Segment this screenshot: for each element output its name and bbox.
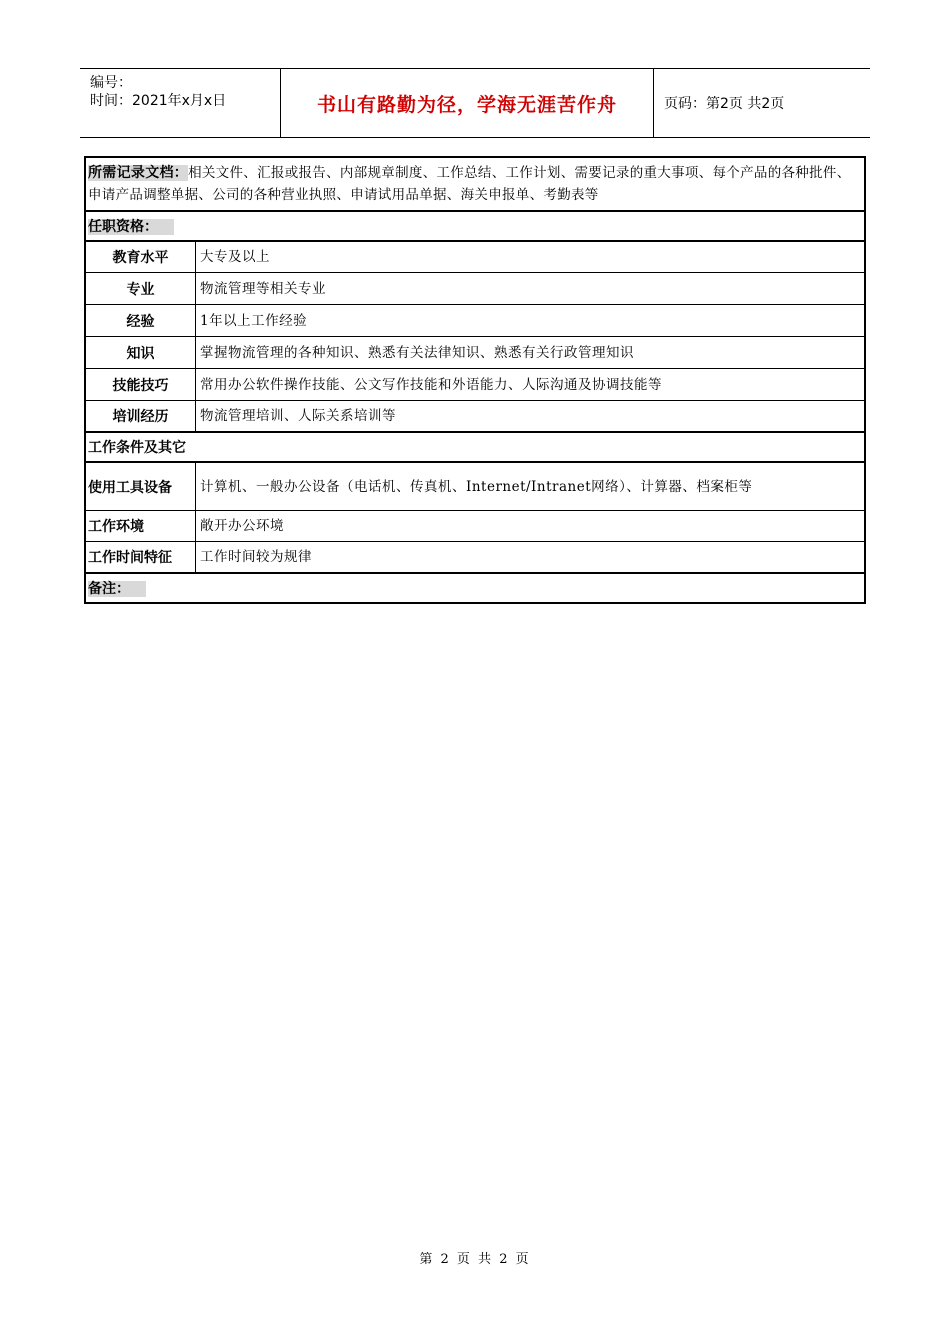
table-row xyxy=(86,305,864,337)
row-label: 使用工具设备 xyxy=(86,463,196,510)
row-value: 1年以上工作经验 xyxy=(200,312,308,329)
row-label: 培训经历 xyxy=(86,401,196,431)
table-row xyxy=(86,542,864,574)
motto: 书山有路勤为径，学海无涯苦作舟 xyxy=(316,93,617,116)
row-value: 工作时间较为规律 xyxy=(200,549,312,565)
table-row xyxy=(86,337,864,369)
header-meta xyxy=(80,69,281,137)
table-row xyxy=(86,511,864,542)
header-motto-cell xyxy=(281,69,654,137)
header-page-cell xyxy=(654,69,870,137)
qualifications-title: 任职资格： xyxy=(88,219,174,235)
job-description-table xyxy=(84,156,866,604)
row-value: 物流管理等相关专业 xyxy=(200,280,326,297)
table-row xyxy=(86,369,864,401)
row-value: 计算机、一般办公设备（电话机、传真机、Internet/Intranet网络）、计算器、档案柜等 xyxy=(200,478,753,495)
records-cell xyxy=(86,158,864,210)
row-value: 大专及以上 xyxy=(200,249,270,265)
page-reference: 页码：第2页 共2页 xyxy=(664,96,785,112)
row-label: 教育水平 xyxy=(86,242,196,272)
remarks-cell xyxy=(86,574,148,602)
conditions-title: 工作条件及其它 xyxy=(88,440,186,456)
row-label: 工作环境 xyxy=(86,511,196,541)
row-label: 知识 xyxy=(86,337,196,368)
page-footer: 第 2 页 共 2 页 xyxy=(419,1252,531,1267)
row-label: 专业 xyxy=(86,273,196,304)
row-value: 常用办公软件操作技能、公文写作技能和外语能力、人际沟通及协调技能等 xyxy=(200,376,662,393)
conditions-section-row xyxy=(86,433,864,463)
page-header xyxy=(80,68,870,138)
row-label: 技能技巧 xyxy=(86,369,196,400)
row-label: 工作时间特征 xyxy=(86,542,196,572)
row-value: 物流管理培训、人际关系培训等 xyxy=(200,408,396,424)
remarks-label: 备注： xyxy=(88,581,146,597)
row-label: 经验 xyxy=(86,305,196,336)
table-row xyxy=(86,401,864,433)
time-text: 时间：2021年x月x日 xyxy=(90,93,227,109)
qualifications-title-cell xyxy=(86,212,176,240)
records-text: 相关文件、汇报或报告、内部规章制度、工作总结、工作计划、需要记录的重大事项、每个产品的各种批件、申请产品调整单据、公司的各种营业执照、申请试用品单据、海关申报单、考勤表等 xyxy=(88,165,851,203)
row-value: 掌握物流管理的各种知识、熟悉有关法律知识、熟悉有关行政管理知识 xyxy=(200,344,634,361)
table-row xyxy=(86,242,864,273)
qualifications-section-row xyxy=(86,212,864,242)
records-row xyxy=(86,158,864,212)
records-label: 所需记录文档： xyxy=(88,165,189,181)
table-row xyxy=(86,463,864,511)
remarks-row xyxy=(86,574,864,602)
number-label: 编号： xyxy=(90,75,132,91)
table-row xyxy=(86,273,864,305)
row-value: 敞开办公环境 xyxy=(200,518,284,534)
